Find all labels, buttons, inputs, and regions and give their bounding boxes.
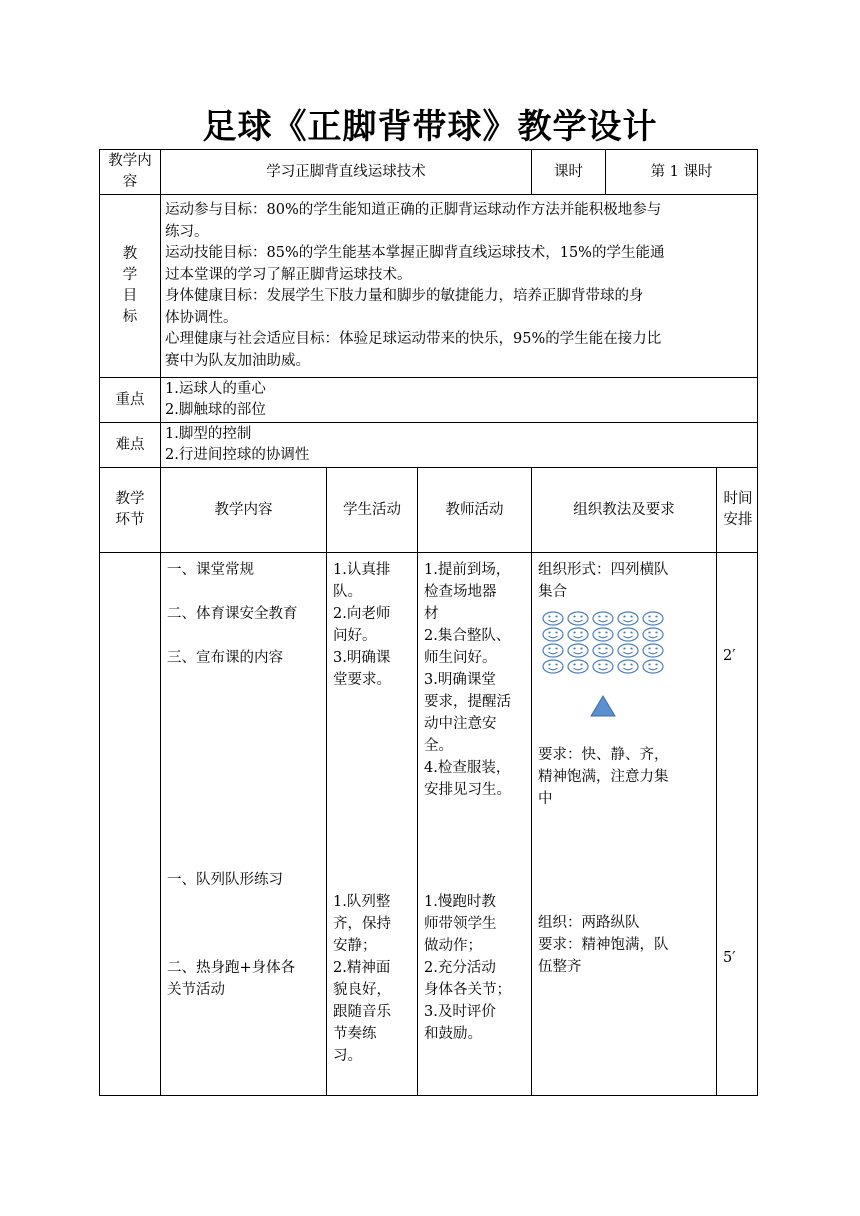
smiley-student-icon (567, 611, 589, 626)
teacher-triangle-icon (590, 695, 616, 717)
col-time: 时间安排 (717, 468, 758, 553)
stage-cell (100, 553, 161, 1096)
content-cell: 一、课堂常规 二、体育课安全教育 三、宣布课的内容 一、队列队形练习 二、热身跑+身体各 关节活动 (161, 553, 327, 1096)
teacher-cell: 1.提前到场， 检查场地器 材 2.集合整队、 师生问好。 3.明确课堂 要求，提醒活 动中注意安 全。 4.检查服装， 安排见习生。 1.慢跑时教 师带领学生 做动作； 2.充分活动 身体各关节； 3.及时评价 和鼓励。 (418, 553, 532, 1096)
smiley-student-icon (642, 659, 664, 674)
smiley-student-icon (542, 659, 564, 674)
smiley-student-icon (592, 627, 614, 642)
difficulties-row (100, 423, 758, 468)
formation-row (542, 611, 710, 626)
formation-diagram (542, 611, 710, 674)
content-value: 学习正脚背直线运球技术 (161, 150, 532, 195)
smiley-student-icon (542, 627, 564, 642)
smiley-student-icon (617, 611, 639, 626)
smiley-student-icon (567, 627, 589, 642)
key-points-label: 重点 (100, 378, 161, 423)
smiley-student-icon (567, 643, 589, 658)
formation-row (542, 627, 710, 642)
content-label: 教学内容 (100, 150, 161, 195)
difficulties-list: 1.脚型的控制 2.行进间控球的协调性 (161, 423, 758, 468)
body-row (100, 553, 758, 1096)
header-row (100, 150, 758, 195)
method-cell: 组织形式：四列横队 集合 要求：快、静、齐， 精神饱满，注意力集 中 组织：两路纵队 要求：精神饱满，队 伍整齐 (532, 553, 717, 1096)
smiley-student-icon (617, 627, 639, 642)
student-cell: 1.认真排 队。 2.向老师 问好。 3.明确课 堂要求。 1.队列整 齐，保持 安静； 2.精神面 貌良好， 跟随音乐 节奏练 习。 (327, 553, 418, 1096)
smiley-student-icon (592, 643, 614, 658)
column-header-row (100, 468, 758, 553)
col-teacher: 教师活动 (418, 468, 532, 553)
formation-row (542, 659, 710, 674)
smiley-student-icon (642, 627, 664, 642)
col-stage: 教学环节 (100, 468, 161, 553)
smiley-student-icon (542, 611, 564, 626)
key-points-list: 1.运球人的重心 2.脚触球的部位 (161, 378, 758, 423)
period-value: 第 1 课时 (606, 150, 758, 195)
formation-row (542, 643, 710, 658)
col-content: 教学内容 (161, 468, 327, 553)
time-cell: 2′ 5′ (717, 553, 758, 1096)
goals-row (100, 195, 758, 378)
lesson-plan-table (99, 149, 758, 1096)
goals-text: 运动参与目标：80%的学生能知道正确的正脚背运球动作方法并能积极地参与 练习。 运动技能目标：85%的学生能基本掌握正脚背直线运球技术，15%的学生能通 过本堂课的学习了解正脚背运球技术。 身体健康目标：发展学生下肢力量和脚步的敏捷能力，培养正脚背带球的身 体协调性。 心理健康与社会适应目标：体验足球运动带来的快乐，95%的学生能在接力比 赛中为队友加油助威。 (161, 195, 758, 378)
goals-label: 教 学 目 标 (100, 195, 161, 378)
col-student: 学生活动 (327, 468, 418, 553)
col-method: 组织教法及要求 (532, 468, 717, 553)
period-label: 课时 (532, 150, 606, 195)
smiley-student-icon (542, 643, 564, 658)
smiley-student-icon (642, 643, 664, 658)
smiley-student-icon (642, 611, 664, 626)
smiley-student-icon (592, 659, 614, 674)
key-points-row (100, 378, 758, 423)
difficulties-label: 难点 (100, 423, 161, 468)
smiley-student-icon (617, 643, 639, 658)
page-title: 足球《正脚背带球》教学设计 (202, 107, 658, 147)
smiley-student-icon (567, 659, 589, 674)
smiley-student-icon (617, 659, 639, 674)
smiley-student-icon (592, 611, 614, 626)
